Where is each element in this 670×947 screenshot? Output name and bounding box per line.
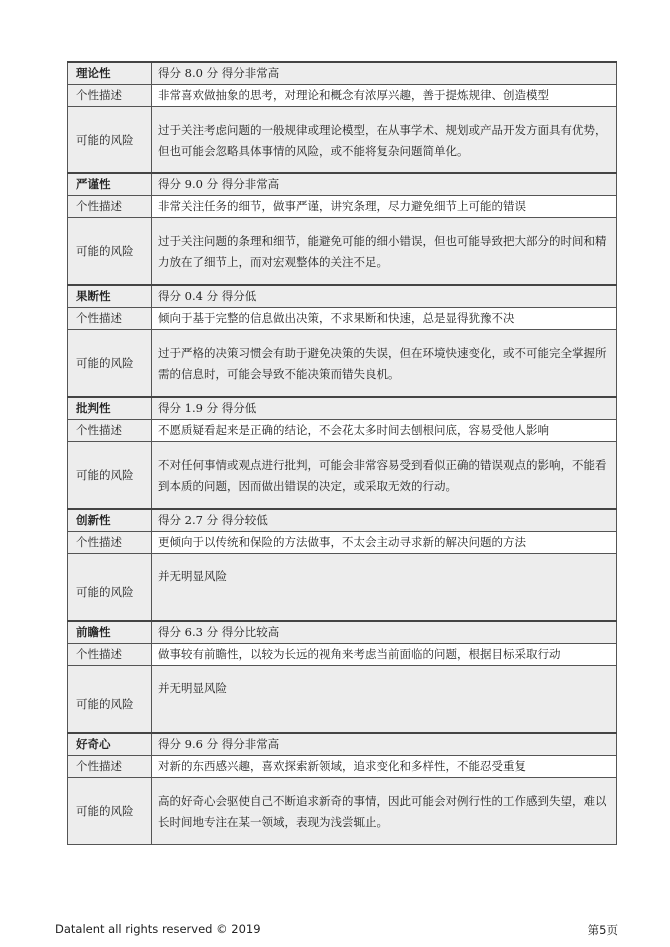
trait-table-innovation — [67, 508, 617, 631]
trait-desc-row — [68, 308, 617, 330]
risk-label: 可能的风险 — [68, 666, 152, 743]
desc-label: 个性描述 — [68, 420, 152, 442]
trait-header-row — [68, 173, 617, 196]
risk-label: 可能的风险 — [68, 107, 152, 174]
trait-name: 理论性 — [68, 62, 152, 85]
desc-label: 个性描述 — [68, 308, 152, 330]
trait-risk-row — [68, 330, 617, 397]
trait-name: 果断性 — [68, 285, 152, 308]
trait-desc: 倾向于基于完整的信息做出决策，不求果断和快速，总是显得犹豫不决 — [152, 308, 617, 330]
desc-label: 个性描述 — [68, 85, 152, 107]
trait-score: 得分 8.0 分 得分非常高 — [152, 62, 617, 85]
risk-label: 可能的风险 — [68, 778, 152, 845]
trait-desc-row — [68, 85, 617, 107]
desc-label: 个性描述 — [68, 196, 152, 218]
trait-name: 好奇心 — [68, 733, 152, 756]
trait-score: 得分 9.6 分 得分非常高 — [152, 733, 617, 756]
trait-risk-row — [68, 107, 617, 174]
trait-risk: 不对任何事情或观点进行批判，可能会非常容易受到看似正确的错误观点的影响，不能看到本质的问题，因而做出错误的决定，或采取无效的行动。 — [152, 442, 617, 509]
trait-score: 得分 2.7 分 得分较低 — [152, 509, 617, 532]
trait-score: 得分 9.0 分 得分非常高 — [152, 173, 617, 196]
trait-header-row — [68, 285, 617, 308]
risk-label: 可能的风险 — [68, 442, 152, 509]
trait-desc: 非常关注任务的细节，做事严谨，讲究条理，尽力避免细节上可能的错误 — [152, 196, 617, 218]
trait-desc-row — [68, 532, 617, 554]
trait-desc: 不愿质疑看起来是正确的结论，不会花太多时间去刨根问底，容易受他人影响 — [152, 420, 617, 442]
trait-name: 严谨性 — [68, 173, 152, 196]
trait-desc: 对新的东西感兴趣，喜欢探索新领域，追求变化和多样性，不能忍受重复 — [152, 756, 617, 778]
trait-risk-row — [68, 554, 617, 631]
desc-label: 个性描述 — [68, 756, 152, 778]
trait-risk: 高的好奇心会驱使自己不断追求新奇的事情，因此可能会对例行性的工作感到失望，难以长时间地专注在某一领域，表现为浅尝辄止。 — [152, 778, 617, 845]
trait-header-row — [68, 621, 617, 644]
trait-risk-row — [68, 666, 617, 743]
trait-header-row — [68, 733, 617, 756]
trait-risk: 过于关注考虑问题的一般规律或理论模型，在从事学术、规划或产品开发方面具有优势，但也可能会忽略具体事情的风险，或不能将复杂问题简单化。 — [152, 107, 617, 174]
trait-name: 前瞻性 — [68, 621, 152, 644]
trait-risk: 过于严格的决策习惯会有助于避免决策的失误，但在环境快速变化，或不可能完全掌握所需的信息时，可能会导致不能决策而错失良机。 — [152, 330, 617, 397]
trait-desc-row — [68, 644, 617, 666]
trait-desc: 更倾向于以传统和保险的方法做事，不太会主动寻求新的解决问题的方法 — [152, 532, 617, 554]
trait-desc: 非常喜欢做抽象的思考，对理论和概念有浓厚兴趣，善于提炼规律、创造模型 — [152, 85, 617, 107]
trait-table-theoretical — [67, 61, 617, 174]
trait-header-row — [68, 397, 617, 420]
trait-table-curiosity — [67, 732, 617, 845]
trait-risk: 并无明显风险 — [152, 554, 617, 631]
trait-risk-row — [68, 218, 617, 285]
desc-label: 个性描述 — [68, 644, 152, 666]
trait-score: 得分 6.3 分 得分比较高 — [152, 621, 617, 644]
trait-name: 批判性 — [68, 397, 152, 420]
trait-desc-row — [68, 196, 617, 218]
trait-table-rigor — [67, 172, 617, 285]
trait-desc-row — [68, 756, 617, 778]
risk-label: 可能的风险 — [68, 218, 152, 285]
trait-risk-row — [68, 778, 617, 845]
risk-label: 可能的风险 — [68, 330, 152, 397]
trait-risk: 并无明显风险 — [152, 666, 617, 743]
trait-table-critical — [67, 396, 617, 509]
trait-name: 创新性 — [68, 509, 152, 532]
page-number: 第5页 — [587, 923, 618, 937]
footer-copyright: Datalent all rights reserved © 2019 — [55, 922, 261, 936]
risk-label: 可能的风险 — [68, 554, 152, 631]
trait-table-decisiveness — [67, 284, 617, 397]
trait-header-row — [68, 62, 617, 85]
desc-label: 个性描述 — [68, 532, 152, 554]
trait-table-foresight — [67, 620, 617, 743]
trait-desc-row — [68, 420, 617, 442]
trait-score: 得分 1.9 分 得分低 — [152, 397, 617, 420]
trait-header-row — [68, 509, 617, 532]
trait-risk-row — [68, 442, 617, 509]
trait-desc: 做事较有前瞻性，以较为长远的视角来考虑当前面临的问题，根据目标采取行动 — [152, 644, 617, 666]
trait-risk: 过于关注问题的条理和细节，能避免可能的细小错误，但也可能导致把大部分的时间和精力放在了细节上，而对宏观整体的关注不足。 — [152, 218, 617, 285]
trait-score: 得分 0.4 分 得分低 — [152, 285, 617, 308]
